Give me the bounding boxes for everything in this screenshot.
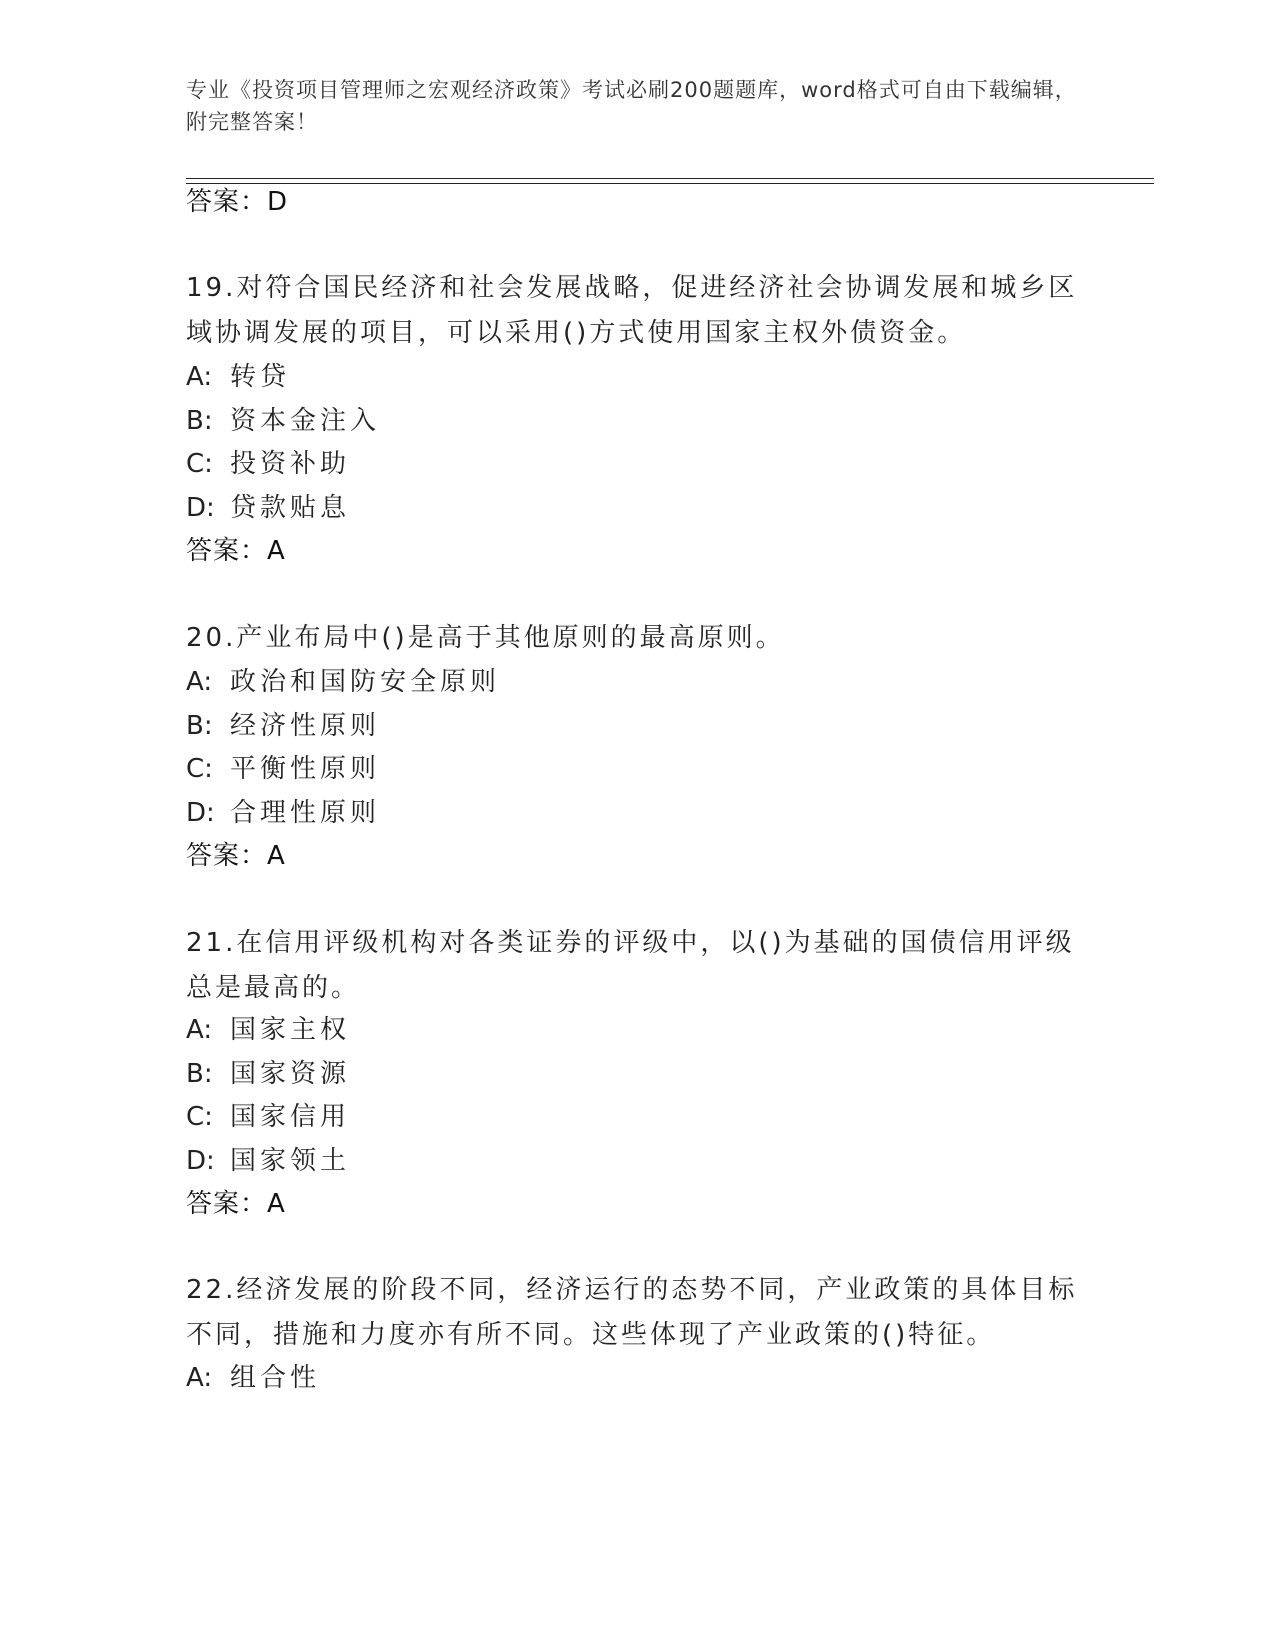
question-19-text: 19.对符合国民经济和社会发展战略，促进经济社会协调发展和城乡区域协调发展的项目，可以采用()方式使用国家主权外债资金。 <box>186 273 1078 348</box>
option-text: 平衡性原则 <box>230 754 381 784</box>
option-text: 经济性原则 <box>230 711 381 741</box>
question-19-answer: 答案：A <box>186 536 286 566</box>
option-text: 政治和国防安全原则 <box>230 667 501 697</box>
question-20-option-a <box>186 665 500 699</box>
question-21-text: 21.在信用评级机构对各类证券的评级中，以()为基础的国债信用评级总是最高的。 <box>186 928 1075 1003</box>
option-text: 国家资源 <box>230 1059 351 1089</box>
question-21-option-c <box>186 1100 350 1134</box>
answer-prev: 答案：D <box>186 187 289 217</box>
option-text: 国家主权 <box>230 1015 351 1045</box>
option-text: 国家信用 <box>230 1102 351 1132</box>
question-19-option-d <box>186 491 350 525</box>
option-text: 合理性原则 <box>230 798 381 828</box>
option-text: 组合性 <box>230 1363 321 1393</box>
option-letter: D: <box>186 493 215 523</box>
question-19-option-b <box>186 404 380 438</box>
question-22-text: 22.经济发展的阶段不同，经济运行的态势不同，产业政策的具体目标不同，措施和力度亦有所不同。这些体现了产业政策的()特征。 <box>186 1275 1078 1350</box>
header-divider-top <box>186 178 1154 179</box>
document-header: 专业《投资项目管理师之宏观经济政策》考试必刷200题题库，word格式可自由下载编辑，附完整答案！ <box>186 78 1077 134</box>
option-letter: B: <box>186 711 213 741</box>
option-letter: D: <box>186 1146 215 1176</box>
option-text: 贷款贴息 <box>230 493 351 523</box>
question-20-option-c <box>186 752 380 786</box>
option-text: 转贷 <box>230 362 291 392</box>
option-letter: D: <box>186 798 215 828</box>
question-21-option-d <box>186 1144 350 1178</box>
question-20-answer: 答案：A <box>186 841 286 871</box>
option-text: 国家领土 <box>230 1146 351 1176</box>
question-21-option-a <box>186 1013 350 1047</box>
option-letter: C: <box>186 449 213 479</box>
option-letter: C: <box>186 754 213 784</box>
option-letter: B: <box>186 1059 213 1089</box>
option-text: 投资补助 <box>230 449 351 479</box>
option-letter: A: <box>186 362 213 392</box>
option-letter: A: <box>186 1015 213 1045</box>
question-20-text: 20.产业布局中()是高于其他原则的最高原则。 <box>186 623 785 653</box>
question-20-option-b <box>186 709 380 743</box>
question-19-option-c <box>186 447 350 481</box>
option-letter: C: <box>186 1102 213 1132</box>
question-22-option-a <box>186 1361 320 1395</box>
question-19-option-a <box>186 360 290 394</box>
option-letter: B: <box>186 406 213 436</box>
question-21-answer: 答案：A <box>186 1189 286 1219</box>
question-21-option-b <box>186 1057 350 1091</box>
option-text: 资本金注入 <box>230 406 381 436</box>
option-letter: A: <box>186 667 213 697</box>
option-letter: A: <box>186 1363 213 1393</box>
question-20-option-d <box>186 796 380 830</box>
header-divider-bottom <box>186 183 1154 184</box>
